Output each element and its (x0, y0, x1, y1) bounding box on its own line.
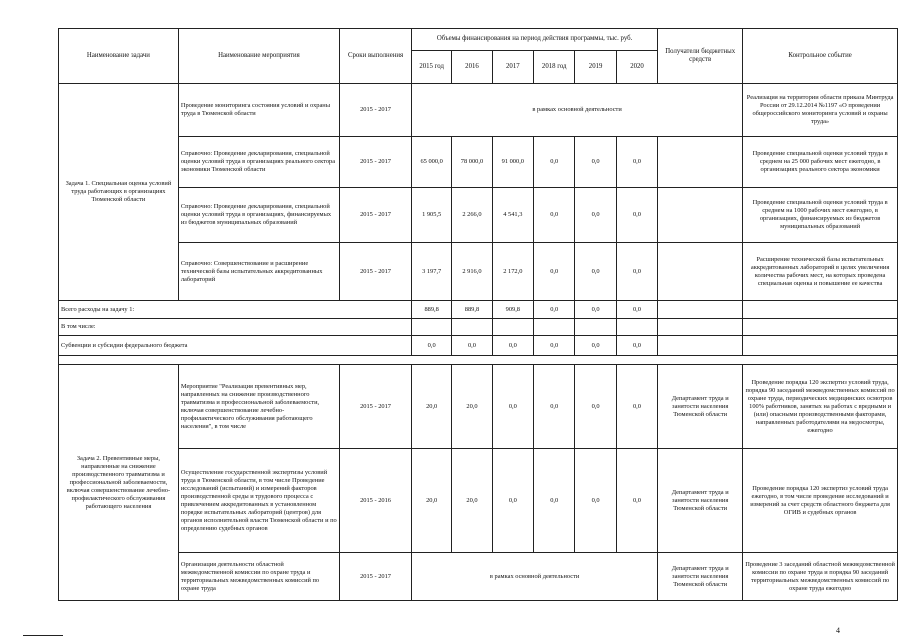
value-cell: 0,0 (492, 365, 533, 449)
measure-cell: Справочно: Совершенствование и расширение технической базы испытательных аккредитованных лабораторий (178, 243, 339, 301)
merged-activity-cell: в рамках основной деятельности (412, 553, 658, 601)
page-number: 4 (836, 626, 840, 635)
value-cell: 0,0 (575, 137, 616, 188)
control-cell: Расширение технической базы испытательных аккредитованных лабораторий в целях увеличения количества рабочих мест, на которых проведена специальная оценка и повышение ее качества (743, 243, 898, 301)
header-control: Контрольное событие (743, 29, 898, 84)
control-cell: Проведение специальной оценки условий труда в среднем на 1000 рабочих мест ежегодно, в организациях, финансируемых из бюджетов муниципальных образований (743, 188, 898, 243)
empty-cell (658, 319, 743, 336)
value-cell: 0,0 (534, 188, 575, 243)
value-cell: 0,0 (616, 243, 657, 301)
empty-cell (452, 319, 492, 336)
recipient-cell (658, 188, 743, 243)
empty-cell (616, 319, 657, 336)
value-cell: 91 000,0 (492, 137, 533, 188)
value-cell: 0,0 (534, 137, 575, 188)
empty-cell (59, 356, 898, 365)
value-cell: 0,0 (534, 365, 575, 449)
value-cell: 0,0 (575, 449, 616, 553)
value-cell: 0,0 (492, 336, 533, 356)
subsidies-row (59, 336, 898, 356)
value-cell: 0,0 (534, 336, 575, 356)
subsidies-label: Субвенции и субсидии федерального бюджета (59, 336, 412, 356)
value-cell: 889,8 (412, 301, 452, 319)
value-cell: 0,0 (616, 449, 657, 553)
recipient-cell (658, 243, 743, 301)
measure-cell: Проведение мониторинга состояния условий и охраны труда в Тюменской области (178, 84, 339, 137)
header-year: 2018 год (534, 51, 575, 84)
empty-cell (658, 336, 743, 356)
value-cell: 0,0 (534, 449, 575, 553)
including-row (59, 319, 898, 336)
measure-cell: Справочно: Проведение декларирования, специальной оценки условий труда в организациях, финансируемых из бюджетов муниципальных образований (178, 188, 339, 243)
value-cell: 3 197,7 (412, 243, 452, 301)
value-cell: 1 905,5 (412, 188, 452, 243)
total-label: Всего расходы на задачу 1: (59, 301, 412, 319)
terms-cell: 2015 - 2017 (340, 137, 412, 188)
spacer-row (59, 356, 898, 365)
value-cell: 0,0 (616, 336, 657, 356)
footnote-line (23, 635, 63, 636)
table-row (59, 553, 898, 601)
header-measure: Наименование мероприятия (178, 29, 339, 84)
value-cell: 0,0 (575, 301, 616, 319)
value-cell: 20,0 (412, 449, 452, 553)
program-table (58, 28, 898, 601)
measure-cell: Осуществление государственной экспертизы условий труда в Тюменской области, в том числе Проведение исследований (испытаний) и измерений факторов производственной среды и трудового процесса с привлечением аккредитованных в установленном порядке испытательных лабораторий (центров) для органов исполнительной власти Тюменской области и по определению судебных органов (178, 449, 339, 553)
control-cell: Реализация на территории области приказа Минтруда России от 29.12.2014 №1197 «О проведении общероссийского мониторинга условий и охраны труда» (743, 84, 898, 137)
header-year: 2017 (492, 51, 533, 84)
value-cell: 0,0 (616, 365, 657, 449)
value-cell: 2 172,0 (492, 243, 533, 301)
table-row (59, 188, 898, 243)
total-row (59, 301, 898, 319)
header-year: 2015 год (412, 51, 452, 84)
measure-cell: Организация деятельности областной межведомственной комиссии по охране труда и территориальных межведомственных комиссий по охране труда (178, 553, 339, 601)
value-cell: 0,0 (412, 336, 452, 356)
terms-cell: 2015 - 2017 (340, 365, 412, 449)
table-row (59, 243, 898, 301)
empty-cell (534, 319, 575, 336)
value-cell: 0,0 (616, 188, 657, 243)
header-terms: Сроки выполнения (340, 29, 412, 84)
measure-cell: Мероприятие "Реализация превентивных мер, направленных на снижение производственного травматизма и профессиональной заболеваемости, включая совершенствование лечебно-профилактического обслуживания работающего населения", в том числе (178, 365, 339, 449)
value-cell: 0,0 (575, 336, 616, 356)
value-cell: 0,0 (534, 301, 575, 319)
task2-label: Задача 2. Превентивные меры, направленные на снижение производственного травматизма и профессиональной заболеваемости, включая совершенствование лечебно-профилактического обслуживания работающего населения (59, 365, 179, 601)
merged-activity-cell: в рамках основной деятельности (412, 84, 743, 137)
terms-cell: 2015 - 2017 (340, 243, 412, 301)
terms-cell: 2015 - 2017 (340, 188, 412, 243)
table-row (59, 84, 898, 137)
value-cell: 0,0 (616, 301, 657, 319)
header-year: 2020 (616, 51, 657, 84)
value-cell: 78 000,0 (452, 137, 492, 188)
value-cell: 0,0 (492, 449, 533, 553)
table-row (59, 137, 898, 188)
recipient-cell (658, 137, 743, 188)
control-cell: Проведение порядка 120 экспертиз условий труда, порядка 90 заседаний межведомственных комиссий по охране труда, периодических медицинских осмотров 100% работников, занятых на работах с вредными и (или) опасными производственными факторами, направленных работодателями на медосмотры, ежегодно (743, 365, 898, 449)
value-cell: 0,0 (575, 243, 616, 301)
header-financing: Объемы финансирования на период действия программы, тыс. руб. (412, 29, 658, 51)
value-cell: 65 000,0 (412, 137, 452, 188)
control-cell: Проведение 3 заседаний областной межведомственной комиссии по охране труда и порядка 90 заседаний территориальных межведомственных комиссий по охране труда ежегодно (743, 553, 898, 601)
empty-cell (743, 301, 898, 319)
value-cell: 909,8 (492, 301, 533, 319)
value-cell: 0,0 (452, 336, 492, 356)
header-recipients: Получатели бюджетных средств (658, 29, 743, 84)
value-cell: 0,0 (575, 365, 616, 449)
control-cell: Проведение специальной оценки условий труда в среднем на 25 000 рабочих мест ежегодно, в организациях реального сектора экономики (743, 137, 898, 188)
terms-cell: 2015 - 2017 (340, 84, 412, 137)
value-cell: 2 916,0 (452, 243, 492, 301)
table-row (59, 365, 898, 449)
control-cell: Проведение порядка 120 экспертиз условий труда ежегодно, в том числе проведение исследований и измерений за счет средств областного бюджета для ОГИВ и судебных органов (743, 449, 898, 553)
table-row (59, 449, 898, 553)
empty-cell (658, 301, 743, 319)
header-year: 2016 (452, 51, 492, 84)
empty-cell (412, 319, 452, 336)
value-cell: 20,0 (452, 365, 492, 449)
measure-cell: Справочно: Проведение декларирования, специальной оценки условий труда в организациях реального сектора экономики Тюменской области (178, 137, 339, 188)
empty-cell (743, 319, 898, 336)
value-cell: 0,0 (534, 243, 575, 301)
value-cell: 0,0 (616, 137, 657, 188)
terms-cell: 2015 - 2017 (340, 553, 412, 601)
value-cell: 889,8 (452, 301, 492, 319)
including-label: В том числе: (59, 319, 412, 336)
empty-cell (575, 319, 616, 336)
recipient-cell: Департамент труда и занятости населения Тюменской области (658, 449, 743, 553)
recipient-cell: Департамент труда и занятости населения Тюменской области (658, 365, 743, 449)
value-cell: 4 541,3 (492, 188, 533, 243)
terms-cell: 2015 - 2016 (340, 449, 412, 553)
header-task: Наименование задачи (59, 29, 179, 84)
recipient-cell: Департамент труда и занятости населения Тюменской области (658, 553, 743, 601)
value-cell: 20,0 (452, 449, 492, 553)
value-cell: 0,0 (575, 188, 616, 243)
empty-cell (492, 319, 533, 336)
task1-label: Задача 1. Специальная оценка условий труда работающих в организациях Тюменской области (59, 84, 179, 301)
empty-cell (743, 336, 898, 356)
value-cell: 20,0 (412, 365, 452, 449)
header-year: 2019 (575, 51, 616, 84)
value-cell: 2 266,0 (452, 188, 492, 243)
